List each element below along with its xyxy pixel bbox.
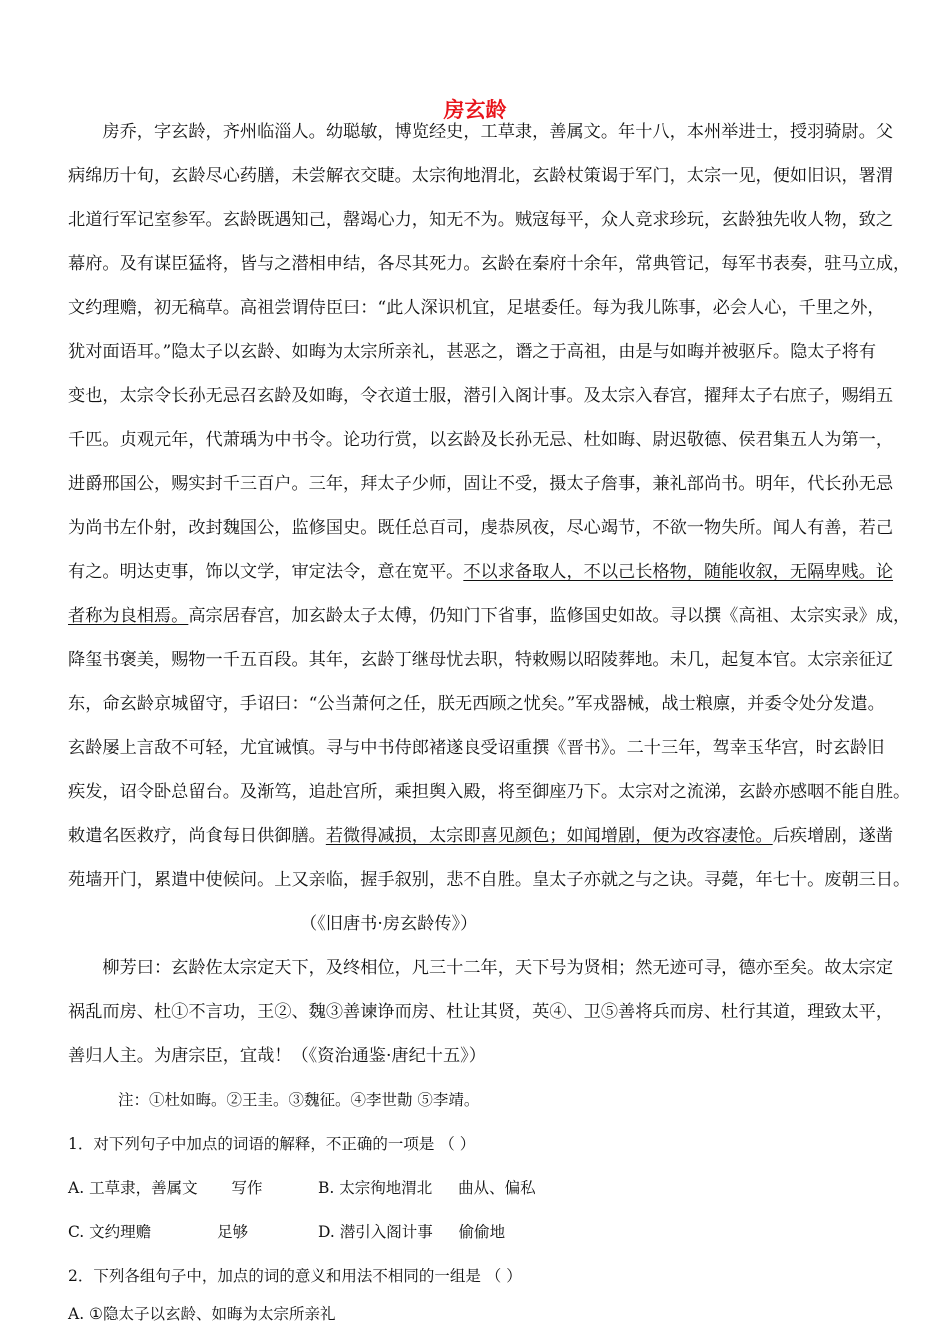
q1-option-d [318,1220,505,1244]
passage-line: 为尚书左仆射，改封魏国公，监修国史。既任总百司，虔恭夙夜，尽心竭节，不欲一物失所。闻人有善，若己 [68,518,894,538]
plain-text: 有之。明达吏事，饰以文学，审定法令，意在宽平。 [68,562,464,582]
passage-line: 千匹。贞观元年，代萧瑀为中书令。论功行赏，以玄龄及长孙无忌、杜如晦、尉迟敬德、侯君集五人为第一， [68,430,894,450]
q1-option-b [318,1176,536,1200]
passage-line: 东，命玄龄京城留守，手诏曰：“公当萧何之任，朕无西顾之忧矣。”军戎器械，战士粮廪，并委令处分发遣。 [68,694,885,714]
plain-text: 高宗居春宫，加玄龄太子太傅，仍知门下省事，监修国史如故。寻以撰《高祖、太宗实录》成， [188,606,911,626]
plain-text: 后疾增剧，遂凿 [772,826,894,846]
option-gloss: 足够 [217,1223,249,1241]
passage-line: 善归人主。为唐宗臣，宜哉！（《资治通鉴·唐纪十五》） [68,1046,486,1066]
underlined-sentence: 若微得减损，太宗即喜见颜色；如闻增剧，便为改容凄怆。 [325,826,773,846]
passage-line: 北道行军记室参军。玄龄既遇知己，罄竭心力，知无不为。贼寇每平，众人竞求珍玩，玄龄独先收人物，致之 [68,210,894,230]
underlined-sentence: 不以求备取人，不以己长格物，随能收叙，无隔卑贱。论 [463,562,894,582]
passage-line: 幕府。及有谋臣猛将，皆与之潜相申结，各尽其死力。玄龄在秦府十余年，常典管记，每军书表奏，驻马立成， [68,254,911,274]
passage-line: 进爵邢国公，赐实封千三百户。三年，拜太子少师，固让不受，摄太子詹事，兼礼部尚书。明年，代长孙无忌 [68,474,894,494]
option-label: C. [68,1223,85,1241]
passage-line: 玄龄屡上言敌不可轻，尤宜诫慎。寻与中书侍郎褚遂良受诏重撰《晋书》。二十三年，驾幸玉华宫，时玄龄旧 [68,738,885,758]
passage-line [68,604,910,628]
option-text: 文约理赡 [89,1223,152,1241]
option-text: 工草隶，善属文 [89,1179,198,1197]
option-gloss: 偷偷地 [458,1223,506,1241]
option-label: A. [68,1179,85,1197]
passage-line: 病绵历十旬，玄龄尽心药膳，未尝解衣交睫。太宗徇地渭北，玄龄杖策谒于军门，太宗一见，便如旧识，署渭 [68,166,894,186]
passage-line: 柳芳曰：玄龄佐太宗定天下，及终相位，凡三十二年，天下号为贤相；然无迹可寻，德亦至矣。故太宗定 [68,958,894,978]
passage-line: 房乔，字玄龄，齐州临淄人。幼聪敏，博览经史，工草隶，善属文。年十八，本州举进士，授羽骑尉。父 [68,122,894,142]
q1-option-c [68,1220,248,1244]
question-2: 2．下列各组句子中，加点的词的意义和用法不相同的一组是 （ ） [68,1267,522,1285]
passage-line: 文约理赡，初无稿草。高祖尝谓侍臣曰：“此人深识机宜，足堪委任。每为我儿陈事，必会人心，千里之外， [68,298,885,318]
q2-option-a: A. ①隐太子以玄龄、如晦为太宗所亲礼 [68,1305,336,1323]
passage-line [68,560,893,584]
passage-line: 犹对面语耳。”隐太子以玄龄、如晦为太宗所亲礼，甚恶之，谮之于高祖，由是与如晦并被驱斥。隐太子将有 [68,342,877,362]
option-gloss: 曲从、偏私 [458,1179,536,1197]
option-label: B. [318,1179,335,1197]
underlined-sentence: 者称为良相焉。 [68,606,189,626]
passage-line: 变也，太宗令长孙无忌召玄龄及如晦，令衣道士服，潜引入阁计事。及太宗入春宫，擢拜太子右庶子，赐绢五 [68,386,894,406]
passage-line [68,824,893,848]
passage-line: 祸乱而房、杜①不言功，王②、魏③善谏诤而房、杜让其贤，英④、卫⑤善将兵而房、杜行其道，理致太平， [68,1002,894,1022]
option-text: 太宗徇地渭北 [339,1179,433,1197]
option-gloss: 写作 [231,1179,263,1197]
passage-line: 疾发，诏令卧总留台。及渐笃，追赴宫所，乘担舆入殿，将至御座乃下。太宗对之流涕，玄龄亦感咽不能自胜。 [68,782,911,802]
option-text: 潜引入阁计事 [339,1223,433,1241]
option-label: D. [318,1223,335,1241]
question-1: 1．对下列句子中加点的词语的解释，不正确的一项是 （ ） [68,1135,476,1153]
source-citation: （《旧唐书·房玄龄传》） [300,914,478,934]
plain-text: 敕遣名医救疗，尚食每日供御膳。 [68,826,326,846]
passage-line: 苑墙开门，累遣中使候问。上又亲临，握手叙别，悲不自胜。皇太子亦就之与之诀。寻薨，年七十。废朝三日。 [68,870,911,890]
passage-line: 降玺书褒美，赐物一千五百段。其年，玄龄丁继母忧去职，特敕赐以昭陵葬地。未几，起复本官。太宗亲征辽 [68,650,894,670]
q1-option-a [68,1176,262,1200]
article-title: 房玄龄 [443,98,507,122]
footnote: 注：①杜如晦。②王圭。③魏征。④李世勣 ⑤李靖。 [118,1091,480,1109]
